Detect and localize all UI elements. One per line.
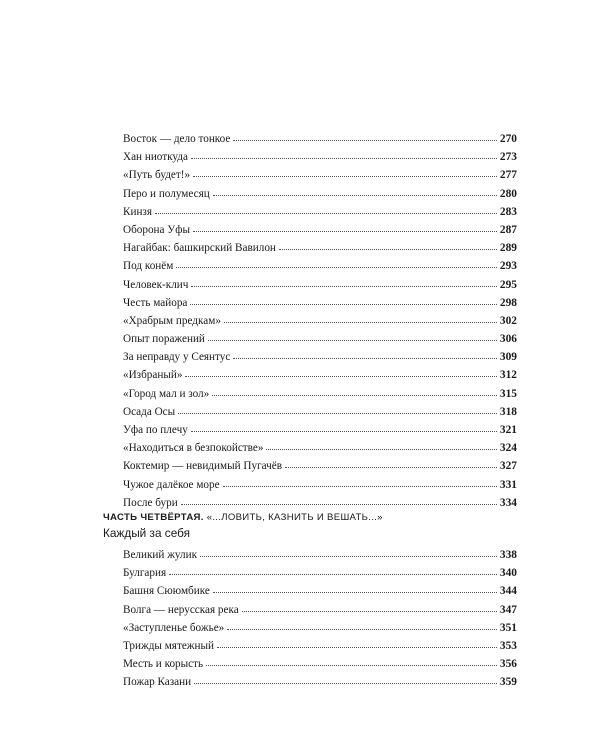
part-heading bbox=[103, 512, 383, 523]
part-title: «...ЛОВИТЬ, КАЗНИТЬ И ВЕШАТЬ...» bbox=[206, 512, 383, 523]
dot-leader bbox=[266, 449, 496, 450]
dot-leader bbox=[233, 140, 497, 141]
toc-entry bbox=[123, 476, 517, 494]
dot-leader bbox=[206, 665, 497, 666]
toc-entry bbox=[123, 148, 517, 166]
toc-entry-page-number: 340 bbox=[499, 567, 517, 580]
toc-entry bbox=[123, 166, 517, 184]
toc-entry bbox=[123, 403, 517, 421]
toc-entry-page-number: 302 bbox=[499, 314, 517, 327]
toc-entry-title: Булгария bbox=[123, 567, 167, 580]
toc-entry-page-number: 353 bbox=[499, 639, 517, 652]
toc-entry bbox=[123, 348, 517, 366]
toc-entry bbox=[123, 673, 517, 691]
dot-leader bbox=[213, 592, 497, 593]
toc-entry-title: Человек-клич bbox=[123, 278, 189, 291]
toc-entry bbox=[123, 203, 517, 221]
toc-entry-title: Кинзя bbox=[123, 205, 153, 218]
part-label: ЧАСТЬ ЧЕТВЁРТАЯ. bbox=[103, 512, 204, 523]
toc-entry-title: Под конём bbox=[123, 260, 174, 273]
toc-entry-page-number: 334 bbox=[499, 496, 517, 509]
dot-leader bbox=[194, 683, 497, 684]
toc-entry-page-number: 344 bbox=[499, 585, 517, 598]
toc-entry-page-number: 306 bbox=[499, 333, 517, 346]
toc-list-top bbox=[123, 130, 517, 512]
toc-entry-page-number: 293 bbox=[499, 260, 517, 273]
toc-entry-title: «Город мал и зол» bbox=[123, 387, 210, 400]
toc-entry bbox=[123, 601, 517, 619]
dot-leader bbox=[242, 611, 497, 612]
toc-entry-title: Великий жулик bbox=[123, 549, 198, 561]
toc-entry-title: «Находиться в безпокойстве» bbox=[123, 442, 264, 455]
toc-entry-page-number: 312 bbox=[499, 369, 517, 382]
toc-entry-page-number: 270 bbox=[499, 133, 517, 145]
toc-entry-title: Месть и корысть bbox=[123, 658, 204, 671]
dot-leader bbox=[285, 467, 497, 468]
toc-entry-title: За неправду у Сеянтус bbox=[123, 351, 231, 364]
toc-entry-page-number: 280 bbox=[499, 187, 517, 200]
toc-entry bbox=[123, 385, 517, 403]
toc-entry-page-number: 309 bbox=[499, 351, 517, 364]
dot-leader bbox=[227, 629, 497, 630]
dot-leader bbox=[191, 158, 497, 159]
toc-entry-title: «Путь будет!» bbox=[123, 169, 191, 182]
toc-entry bbox=[123, 564, 517, 582]
dot-leader bbox=[200, 556, 497, 557]
toc-entry-page-number: 287 bbox=[499, 223, 517, 236]
toc-entry-page-number: 298 bbox=[499, 296, 517, 309]
toc-entry bbox=[123, 366, 517, 384]
toc-entry-title: Коктемир — невидимый Пугачёв bbox=[123, 460, 283, 473]
dot-leader bbox=[233, 358, 497, 359]
dot-leader bbox=[191, 431, 497, 432]
toc-entry-page-number: 277 bbox=[499, 169, 517, 182]
toc-entry-page-number: 327 bbox=[499, 460, 517, 473]
toc-entry-page-number: 289 bbox=[499, 242, 517, 255]
toc-entry bbox=[123, 130, 517, 148]
toc-list-bottom bbox=[123, 546, 517, 692]
toc-entry-title: Башня Сююмбике bbox=[123, 585, 210, 598]
toc-entry-title: Хан ниоткуда bbox=[123, 151, 188, 164]
toc-entry-page-number: 351 bbox=[499, 621, 517, 634]
dot-leader bbox=[224, 322, 497, 323]
dot-leader bbox=[279, 249, 497, 250]
toc-entry-title: Осада Осы bbox=[123, 405, 176, 418]
toc-entry-page-number: 347 bbox=[499, 603, 517, 616]
toc-entry-title: «Избраный» bbox=[123, 369, 183, 382]
dot-leader bbox=[155, 213, 497, 214]
toc-entry-title: Чужое далёкое море bbox=[123, 478, 220, 491]
toc-entry-page-number: 321 bbox=[499, 424, 517, 436]
toc-entry bbox=[123, 421, 517, 439]
dot-leader bbox=[190, 304, 497, 305]
toc-entry-page-number: 356 bbox=[499, 658, 517, 671]
dot-leader bbox=[217, 647, 497, 648]
toc-entry-page-number: 324 bbox=[499, 442, 517, 455]
toc-entry-title: Волга — нерусская река bbox=[123, 603, 239, 616]
dot-leader bbox=[212, 395, 497, 396]
toc-entry-title: Уфа по плечу bbox=[123, 424, 188, 436]
toc-entry-title: Перо и полумесяц bbox=[123, 187, 210, 200]
section-heading: Каждый за себя bbox=[103, 526, 191, 540]
toc-entry bbox=[123, 239, 517, 257]
toc-entry-page-number: 331 bbox=[499, 478, 517, 491]
toc-entry bbox=[123, 294, 517, 312]
toc-entry bbox=[123, 619, 517, 637]
toc-entry-page-number: 315 bbox=[499, 387, 517, 400]
toc-entry bbox=[123, 655, 517, 673]
toc-entry-title: «Заступленье божье» bbox=[123, 621, 225, 634]
dot-leader bbox=[185, 376, 496, 377]
toc-entry-title: Нагайбак: башкирский Вавилон bbox=[123, 242, 276, 255]
dot-leader bbox=[223, 486, 497, 487]
dot-leader bbox=[181, 504, 497, 505]
toc-entry-title: После бури bbox=[123, 496, 178, 509]
toc-entry bbox=[123, 637, 517, 655]
toc-entry-title: Опыт поражений bbox=[123, 333, 205, 346]
dot-leader bbox=[193, 176, 497, 177]
toc-entry-page-number: 318 bbox=[499, 405, 517, 418]
toc-entry-page-number: 359 bbox=[499, 676, 517, 689]
toc-entry bbox=[123, 457, 517, 475]
dot-leader bbox=[213, 195, 497, 196]
toc-entry-title: «Храбрым предкам» bbox=[123, 314, 221, 327]
toc-entry bbox=[123, 257, 517, 275]
toc-entry bbox=[123, 439, 517, 457]
toc-entry bbox=[123, 330, 517, 348]
toc-entry-title: Трижды мятежный bbox=[123, 639, 215, 652]
toc-entry bbox=[123, 546, 517, 564]
toc-entry bbox=[123, 276, 517, 294]
dot-leader bbox=[169, 574, 497, 575]
dot-leader bbox=[208, 340, 497, 341]
toc-entry-page-number: 338 bbox=[499, 549, 517, 561]
toc-entry bbox=[123, 312, 517, 330]
toc-entry bbox=[123, 494, 517, 512]
toc-entry-page-number: 295 bbox=[499, 278, 517, 291]
dot-leader bbox=[193, 231, 497, 232]
toc-entry-title: Пожар Казани bbox=[123, 676, 192, 689]
toc-entry bbox=[123, 582, 517, 600]
toc-entry-page-number: 273 bbox=[499, 151, 517, 164]
toc-entry-title: Честь майора bbox=[123, 296, 188, 309]
dot-leader bbox=[191, 286, 497, 287]
dot-leader bbox=[178, 413, 497, 414]
toc-entry-title: Восток — дело тонкое bbox=[123, 133, 231, 145]
toc-entry bbox=[123, 185, 517, 203]
toc-entry-page-number: 283 bbox=[499, 205, 517, 218]
toc-entry-title: Оборона Уфы bbox=[123, 223, 190, 236]
toc-entry bbox=[123, 221, 517, 239]
dot-leader bbox=[176, 267, 497, 268]
